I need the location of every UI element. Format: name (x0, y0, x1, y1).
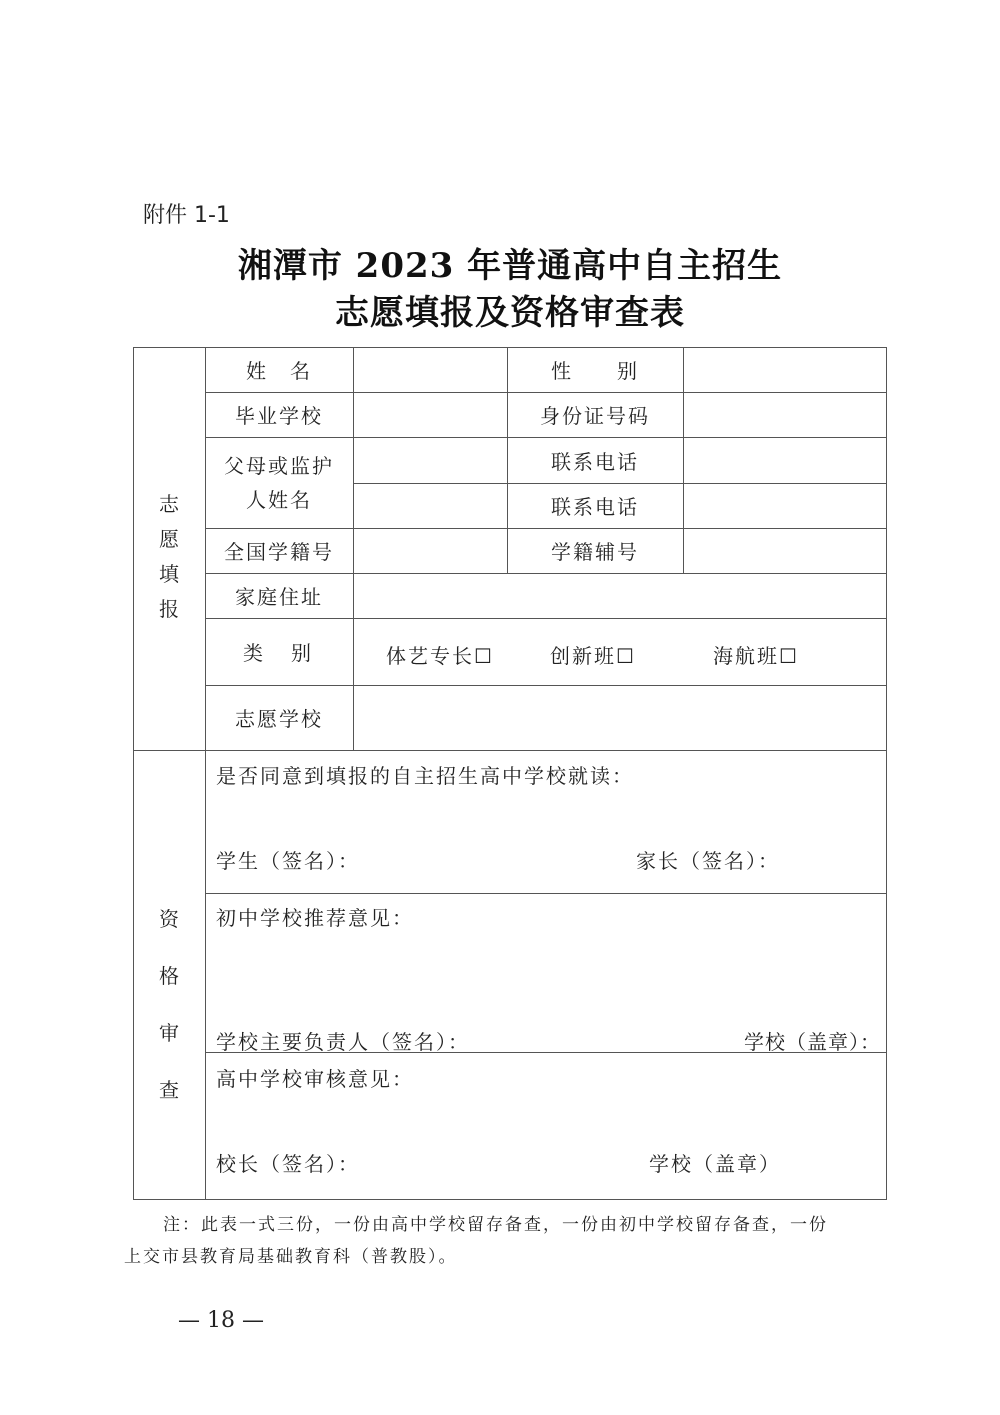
home-address-label: 家庭住址 (235, 585, 323, 609)
page-number: — 18 — (178, 1308, 264, 1333)
graduate-school-input[interactable] (353, 392, 507, 437)
checkbox-icon[interactable]: ☐ (779, 644, 797, 668)
preferred-school-label: 志愿学校 (235, 707, 323, 731)
section-label-char: 查 (159, 1078, 179, 1102)
home-address-input[interactable] (353, 573, 886, 618)
student-aux-id-input[interactable] (683, 528, 886, 573)
phone-1-label: 联系电话 (551, 449, 639, 474)
senior-principal-signature-field[interactable]: 校长（签名）： (216, 1152, 360, 1176)
category-label: 类 别 (243, 641, 315, 665)
page-title-line1: 湘潭市 2023 年普通高中自主招生 (237, 246, 783, 286)
id-number-label: 身份证号码 (540, 404, 650, 428)
guardian-name-label-line1: 父母或监护 (224, 453, 334, 478)
section-row-divider (133, 750, 887, 751)
junior-principal-signature-field[interactable]: 学校主要负责人（签名）： (216, 1030, 470, 1054)
category-option-label: 创新班 (550, 644, 616, 668)
footnote-line1: 注：此表一式三份，一份由高中学校留存备查，一份由初中学校留存备查，一份 (163, 1215, 828, 1235)
section-label-char: 填 (159, 562, 179, 586)
gender-input[interactable] (683, 347, 886, 392)
section-label-application (133, 488, 205, 622)
category-option-arts-sports[interactable] (386, 640, 492, 669)
gender-label: 性 别 (551, 359, 639, 383)
section-label-char: 报 (159, 597, 179, 621)
category-option-label: 体艺专长 (386, 644, 474, 668)
phone-2-label: 联系电话 (551, 495, 639, 519)
student-aux-id-label: 学籍辅号 (551, 540, 639, 564)
section-label-char: 审 (159, 1021, 179, 1045)
guardian-name-label-line2: 人姓名 (246, 487, 312, 512)
section-label-review (133, 903, 205, 1103)
national-student-id-label: 全国学籍号 (224, 540, 334, 564)
footnote-line2: 上交市县教育局基础教育科（普教股）。 (124, 1247, 458, 1267)
guardian-name-1-input[interactable] (353, 437, 507, 483)
senior-school-review-heading: 高中学校审核意见： (216, 1067, 414, 1091)
name-label: 姓 名 (246, 359, 312, 383)
attachment-label: 附件 1-1 (143, 203, 230, 228)
table-border-bottom (133, 1199, 887, 1200)
table-border-right (886, 347, 887, 1200)
section-label-char: 志 (159, 492, 179, 516)
page-title-line2: 志愿填报及资格审查表 (335, 293, 685, 333)
checkbox-icon[interactable]: ☐ (616, 644, 634, 668)
graduate-school-label: 毕业学校 (235, 404, 323, 428)
phone-2-input[interactable] (683, 483, 886, 528)
name-input[interactable] (353, 347, 507, 392)
senior-school-stamp-field[interactable]: 学校（盖章） (649, 1152, 781, 1176)
national-student-id-input[interactable] (353, 528, 507, 573)
parent-signature-field[interactable]: 家长（签名）： (636, 849, 780, 873)
id-number-input[interactable] (683, 392, 886, 437)
junior-school-opinion-heading: 初中学校推荐意见： (216, 906, 414, 930)
guardian-name-label (205, 437, 353, 528)
junior-school-stamp-field[interactable]: 学校（盖章）： (744, 1030, 881, 1054)
section-label-char: 格 (159, 964, 179, 988)
section-label-char: 资 (159, 907, 179, 931)
category-option-label: 海航班 (713, 644, 779, 668)
row-line (205, 893, 887, 894)
category-option-innovation-class[interactable] (550, 640, 634, 669)
category-option-aviation-class[interactable] (713, 640, 797, 669)
preferred-school-input[interactable] (353, 685, 886, 750)
phone-1-input[interactable] (683, 437, 886, 483)
student-signature-field[interactable]: 学生（签名）： (216, 849, 360, 873)
consent-question: 是否同意到填报的自主招生高中学校就读： (216, 764, 634, 788)
checkbox-icon[interactable]: ☐ (474, 644, 492, 668)
guardian-name-2-input[interactable] (353, 483, 507, 528)
section-label-char: 愿 (159, 527, 179, 551)
